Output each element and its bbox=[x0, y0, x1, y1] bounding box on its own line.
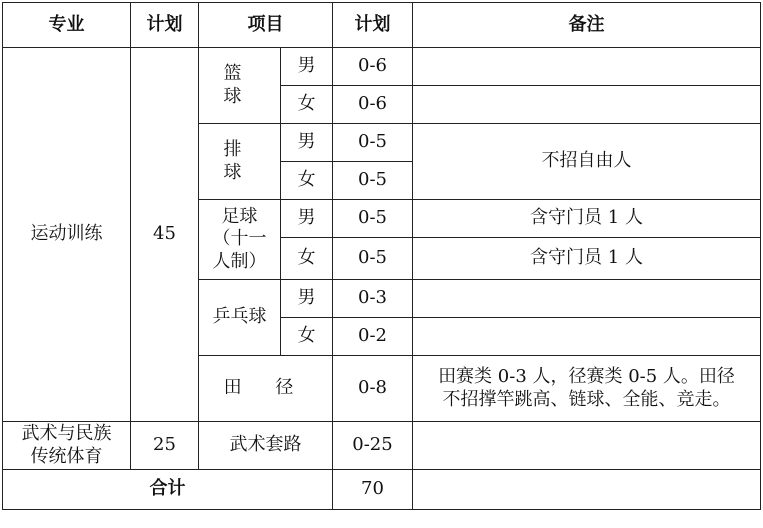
plan-value: 0-5 bbox=[333, 162, 413, 200]
football-name-line2: （十一 bbox=[212, 228, 267, 250]
remark-track-field-line1: 田赛类 0-3 人，径赛类 0-5 人。田径 bbox=[438, 366, 735, 387]
remark-wushu bbox=[413, 422, 761, 470]
plan-value: 0-8 bbox=[333, 356, 413, 422]
major-wushu bbox=[3, 422, 131, 470]
gender-male: 男 bbox=[281, 124, 333, 162]
item-wushu-routine: 武术套路 bbox=[199, 422, 333, 470]
plan-value: 0-25 bbox=[333, 422, 413, 470]
major-sports-training: 运动训练 bbox=[3, 48, 131, 422]
header-major: 专业 bbox=[3, 3, 131, 48]
total-row bbox=[3, 470, 761, 510]
remark-track-field-line2: 不招撑竿跳高、链球、全能、竞走。 bbox=[442, 388, 731, 410]
remark-cell bbox=[413, 86, 761, 124]
header-row bbox=[3, 3, 761, 48]
football-name-line3: 人制） bbox=[212, 250, 267, 272]
gender-female: 女 bbox=[281, 86, 333, 124]
remark-football-male: 含守门员 1 人 bbox=[413, 200, 761, 238]
item-basketball: 篮 球 bbox=[199, 48, 281, 124]
plan-value: 0-5 bbox=[333, 200, 413, 238]
header-plan-detail: 计划 bbox=[333, 3, 413, 48]
item-table-tennis: 乒乓球 bbox=[199, 280, 281, 356]
total-label: 合计 bbox=[3, 470, 333, 510]
plan-value: 0-2 bbox=[333, 318, 413, 356]
plan-value: 0-6 bbox=[333, 48, 413, 86]
plan-value: 0-6 bbox=[333, 86, 413, 124]
header-plan: 计划 bbox=[131, 3, 199, 48]
enrollment-plan-table bbox=[2, 2, 761, 510]
remark-football-female: 含守门员 1 人 bbox=[413, 238, 761, 280]
header-item: 项目 bbox=[199, 3, 333, 48]
gender-male: 男 bbox=[281, 200, 333, 238]
wushu-major-line1: 武术与民族 bbox=[21, 423, 112, 444]
football-name-line1: 足球 bbox=[221, 205, 258, 227]
wushu-major-line2: 传统体育 bbox=[30, 445, 103, 467]
remark-cell bbox=[413, 318, 761, 356]
total-value: 70 bbox=[333, 470, 413, 510]
item-volleyball: 排 球 bbox=[199, 124, 281, 200]
plan-value: 0-3 bbox=[333, 280, 413, 318]
item-football bbox=[199, 200, 281, 280]
remark-cell bbox=[413, 470, 761, 510]
remark-volleyball: 不招自由人 bbox=[413, 124, 761, 200]
gender-male: 男 bbox=[281, 48, 333, 86]
gender-female: 女 bbox=[281, 238, 333, 280]
gender-female: 女 bbox=[281, 162, 333, 200]
plan-sports-training: 45 bbox=[131, 48, 199, 422]
gender-female: 女 bbox=[281, 318, 333, 356]
remark-cell bbox=[413, 48, 761, 86]
gender-male: 男 bbox=[281, 280, 333, 318]
plan-value: 0-5 bbox=[333, 124, 413, 162]
remark-cell bbox=[413, 280, 761, 318]
remark-track-field bbox=[413, 356, 761, 422]
table-row bbox=[3, 48, 761, 86]
table-row bbox=[3, 422, 761, 470]
item-track-field: 田 径 bbox=[199, 356, 333, 422]
plan-value: 0-5 bbox=[333, 238, 413, 280]
plan-wushu: 25 bbox=[131, 422, 199, 470]
header-remark: 备注 bbox=[413, 3, 761, 48]
